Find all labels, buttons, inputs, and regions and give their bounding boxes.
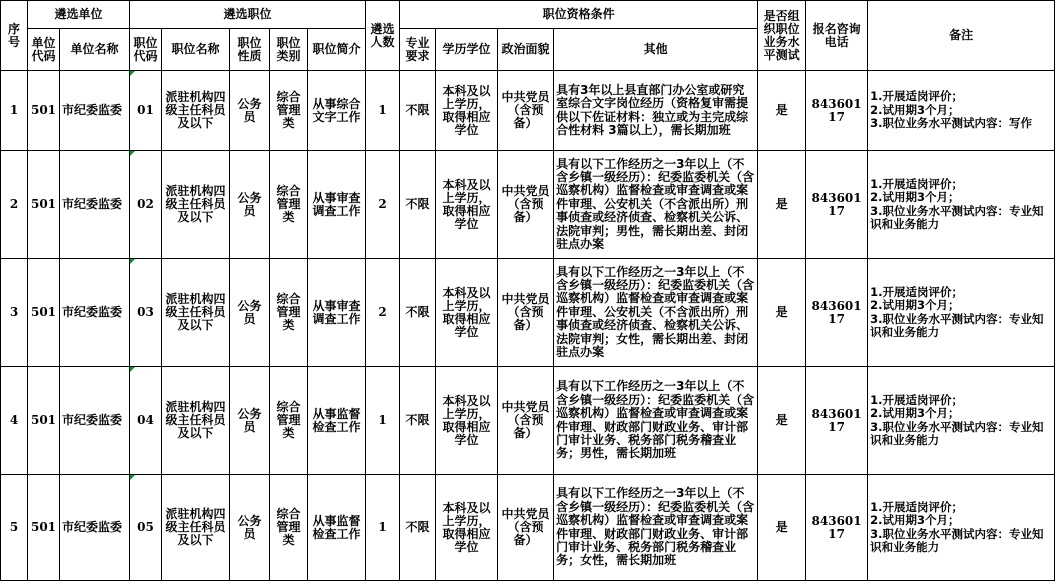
cell-position-desc: 从事审查调查工作 xyxy=(308,151,366,259)
header-position-category: 职位类别 xyxy=(270,29,308,71)
header-unit-code: 单位代码 xyxy=(28,29,60,71)
cell-test: 是 xyxy=(758,71,806,151)
header-position-nature: 职位性质 xyxy=(230,29,270,71)
cell-remark xyxy=(868,259,1055,367)
cell-position-category: 综合管理类 xyxy=(270,71,308,151)
cell-other: 具有以下工作经历之一3年以上（不含乡镇一级经历）：纪委监委机关（含巡察机构）监督检查或审查调查或案件审理、公安机关（不含派出所）刑事侦查或经济侦查、检察机关公诉、法院审判；女性，需长期出差、封闭驻点办案 xyxy=(554,259,758,367)
table-row xyxy=(1,475,1055,581)
cell-position-category: 综合管理类 xyxy=(270,259,308,367)
header-count: 遴选人数 xyxy=(366,1,400,71)
cell-position-nature: 公务员 xyxy=(230,367,270,475)
cell-position-name: 派驻机构四级主任科员及以下 xyxy=(162,259,230,367)
cell-education: 本科及以上学历，取得相应学位 xyxy=(436,259,498,367)
cell-remark xyxy=(868,71,1055,151)
table-row xyxy=(1,367,1055,475)
cell-major: 不限 xyxy=(400,71,436,151)
cell-major: 不限 xyxy=(400,475,436,581)
cell-phone: 84360117 xyxy=(806,367,868,475)
cell-other: 具有以下工作经历之一3年以上（不含乡镇一级经历）：纪委监委机关（含巡察机构）监督检查或审查调查或案件审理、财政部门财政业务、审计部门审计业务、税务部门税务稽查业务；男性，需长期加班 xyxy=(554,367,758,475)
cell-education: 本科及以上学历，取得相应学位 xyxy=(436,151,498,259)
cell-position-desc: 从事监督检查工作 xyxy=(308,475,366,581)
cell-position-name: 派驻机构四级主任科员及以下 xyxy=(162,475,230,581)
cell-education: 本科及以上学历，取得相应学位 xyxy=(436,367,498,475)
cell-unit-name: 市纪委监委 xyxy=(60,259,130,367)
header-major: 专业要求 xyxy=(400,29,436,71)
cell-position-nature: 公务员 xyxy=(230,71,270,151)
cell-position-desc: 从事综合文字工作 xyxy=(308,71,366,151)
cell-political: 中共党员（含预备） xyxy=(498,475,554,581)
cell-position-nature: 公务员 xyxy=(230,151,270,259)
cell-phone: 84360117 xyxy=(806,259,868,367)
cell-unit-name: 市纪委监委 xyxy=(60,71,130,151)
remark-line: 3.职位业务水平测试内容：写作 xyxy=(870,116,1032,131)
cell-position-code: 03 xyxy=(130,259,162,367)
table-row xyxy=(1,71,1055,151)
cell-seq: 5 xyxy=(1,475,28,581)
cell-position-code: 05 xyxy=(130,475,162,581)
cell-other: 具有以下工作经历之一3年以上（不含乡镇一级经历）：纪委监委机关（含巡察机构）监督检查或审查调查或案件审理、公安机关（不含派出所）刑事侦查或经济侦查、检察机关公诉、法院审判；男性，需长期出差、封闭驻点办案 xyxy=(554,151,758,259)
cell-education: 本科及以上学历，取得相应学位 xyxy=(436,475,498,581)
header-position-name: 职位名称 xyxy=(162,29,230,71)
table-row xyxy=(1,259,1055,367)
remark-line: 3.职位业务水平测试内容：专业知识和业务能力 xyxy=(870,526,1044,554)
cell-test: 是 xyxy=(758,259,806,367)
cell-position-category: 综合管理类 xyxy=(270,475,308,581)
cell-count: 2 xyxy=(366,151,400,259)
header-position-desc: 职位简介 xyxy=(308,29,366,71)
remark-line: 3.职位业务水平测试内容：专业知识和业务能力 xyxy=(870,311,1044,339)
remark-line: 2.试用期3个月； xyxy=(870,190,960,205)
cell-other: 具有以下工作经历之一3年以上（不含乡镇一级经历）：纪委监委机关（含巡察机构）监督检查或审查调查或案件审理、财政部门财政业务、审计部门审计业务、税务部门税务稽查业务；女性，需长期加班 xyxy=(554,475,758,581)
remark-line: 1.开展适岗评价； xyxy=(870,499,963,514)
header-position-code: 职位代码 xyxy=(130,29,162,71)
cell-major: 不限 xyxy=(400,151,436,259)
remark-line: 3.职位业务水平测试内容：专业知识和业务能力 xyxy=(870,419,1044,447)
cell-test: 是 xyxy=(758,475,806,581)
header-unit-name: 单位名称 xyxy=(60,29,130,71)
cell-remark xyxy=(868,367,1055,475)
cell-phone: 84360117 xyxy=(806,71,868,151)
remark-line: 1.开展适岗评价； xyxy=(870,392,963,407)
remark-line: 2.试用期3个月； xyxy=(870,406,960,421)
cell-remark xyxy=(868,151,1055,259)
cell-position-code: 01 xyxy=(130,71,162,151)
cell-unit-code: 501 xyxy=(28,367,60,475)
cell-position-name: 派驻机构四级主任科员及以下 xyxy=(162,151,230,259)
header-other: 其他 xyxy=(554,29,758,71)
cell-position-code: 02 xyxy=(130,151,162,259)
cell-unit-name: 市纪委监委 xyxy=(60,367,130,475)
cell-phone: 84360117 xyxy=(806,151,868,259)
remark-line: 1.开展适岗评价； xyxy=(870,176,963,191)
header-qualification-group: 职位资格条件 xyxy=(400,1,758,29)
header-phone: 报名咨询电话 xyxy=(806,1,868,71)
remark-line: 1.开展适岗评价； xyxy=(870,89,963,104)
header-education: 学历学位 xyxy=(436,29,498,71)
header-unit-group: 遴选单位 xyxy=(28,1,130,29)
table-row xyxy=(1,151,1055,259)
cell-test: 是 xyxy=(758,151,806,259)
cell-position-code: 04 xyxy=(130,367,162,475)
remark-line: 1.开展适岗评价； xyxy=(870,284,963,299)
cell-political: 中共党员（含预备） xyxy=(498,367,554,475)
cell-education: 本科及以上学历，取得相应学位 xyxy=(436,71,498,151)
cell-seq: 4 xyxy=(1,367,28,475)
cell-count: 1 xyxy=(366,475,400,581)
cell-position-desc: 从事审查调查工作 xyxy=(308,259,366,367)
cell-count: 2 xyxy=(366,259,400,367)
cell-position-name: 派驻机构四级主任科员及以下 xyxy=(162,71,230,151)
header-seq: 序号 xyxy=(1,1,28,71)
cell-count: 1 xyxy=(366,367,400,475)
cell-position-name: 派驻机构四级主任科员及以下 xyxy=(162,367,230,475)
cell-position-category: 综合管理类 xyxy=(270,367,308,475)
cell-other: 具有3年以上县直部门办公室或研究室综合文字岗位经历（资格复审需提供以下佐证材料：独立或为主完成综合性材料 3篇以上），需长期加班 xyxy=(554,71,758,151)
cell-political: 中共党员（含预备） xyxy=(498,151,554,259)
cell-phone: 84360117 xyxy=(806,475,868,581)
remark-line: 3.职位业务水平测试内容：专业知识和业务能力 xyxy=(870,203,1044,231)
cell-position-nature: 公务员 xyxy=(230,259,270,367)
cell-test: 是 xyxy=(758,367,806,475)
remark-line: 2.试用期3个月； xyxy=(870,513,960,528)
cell-seq: 1 xyxy=(1,71,28,151)
cell-political: 中共党员（含预备） xyxy=(498,71,554,151)
cell-position-category: 综合管理类 xyxy=(270,151,308,259)
cell-position-desc: 从事监督检查工作 xyxy=(308,367,366,475)
cell-count: 1 xyxy=(366,71,400,151)
cell-unit-code: 501 xyxy=(28,71,60,151)
remark-line: 2.试用期3个月； xyxy=(870,298,960,313)
header-political: 政治面貌 xyxy=(498,29,554,71)
cell-major: 不限 xyxy=(400,367,436,475)
header-test: 是否组织职位业务水平测试 xyxy=(758,1,806,71)
header-position-group: 遴选职位 xyxy=(130,1,366,29)
cell-unit-code: 501 xyxy=(28,151,60,259)
cell-unit-name: 市纪委监委 xyxy=(60,475,130,581)
cell-unit-code: 501 xyxy=(28,259,60,367)
cell-seq: 3 xyxy=(1,259,28,367)
remark-line: 2.试用期3个月； xyxy=(870,102,960,117)
cell-unit-name: 市纪委监委 xyxy=(60,151,130,259)
cell-position-nature: 公务员 xyxy=(230,475,270,581)
header-remark: 备注 xyxy=(868,1,1055,71)
cell-political: 中共党员（含预备） xyxy=(498,259,554,367)
cell-seq: 2 xyxy=(1,151,28,259)
cell-remark xyxy=(868,475,1055,581)
cell-major: 不限 xyxy=(400,259,436,367)
cell-unit-code: 501 xyxy=(28,475,60,581)
